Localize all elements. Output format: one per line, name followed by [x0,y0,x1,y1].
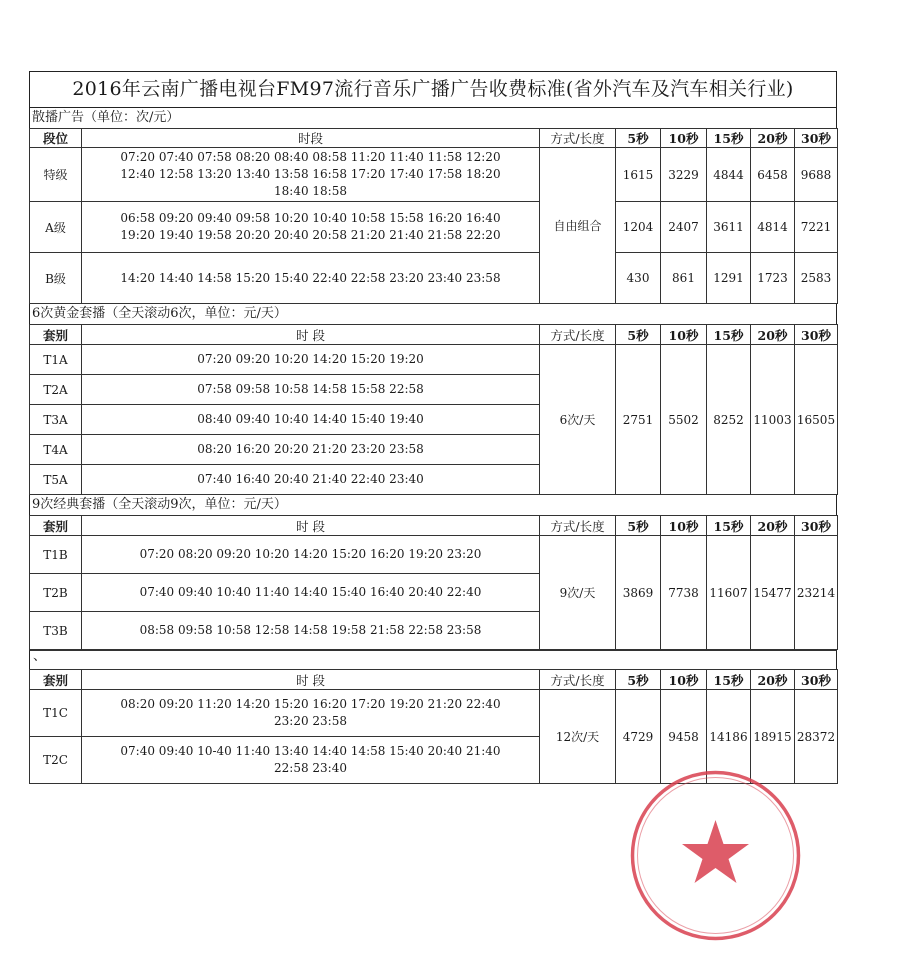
header-cell: 30秒 [795,670,838,690]
method-cell: 6次/天 [540,345,616,495]
package-6x-table [29,324,838,495]
header-cell: 方式/长度 [540,516,616,536]
header-cell: 15秒 [707,516,751,536]
time-slots [82,690,540,737]
price-cell: 7221 [795,202,838,253]
table-row [30,345,838,375]
price-cell: 1204 [616,202,661,253]
price-cell: 4729 [616,690,661,784]
price-cell: 1723 [751,253,795,304]
slot-line: 06:58 09:20 09:40 09:58 10:20 10:40 10:58 15:58 16:20 16:40 [120,211,501,225]
header-cell: 方式/长度 [540,129,616,148]
header-cell: 方式/长度 [540,325,616,345]
price-cell: 28372 [795,690,838,784]
row-label: T2A [30,375,82,405]
header-cell: 套别 [30,670,82,690]
row-label: A级 [30,202,82,253]
star-icon [682,820,749,883]
header-cell: 15秒 [707,670,751,690]
time-slots: 07:20 08:20 09:20 10:20 14:20 15:20 16:20 19:20 23:20 [82,536,540,574]
header-cell: 时 段 [82,516,540,536]
row-label: T3B [30,612,82,650]
price-cell: 16505 [795,345,838,495]
header-cell: 30秒 [795,516,838,536]
header-cell: 10秒 [661,670,707,690]
row-label: B级 [30,253,82,304]
price-cell: 23214 [795,536,838,650]
page-title: 2016年云南广播电视台FM97流行音乐广播广告收费标准(省外汽车及汽车相关行业) [29,71,837,107]
price-cell: 9688 [795,148,838,202]
header-cell: 15秒 [707,325,751,345]
price-cell: 4814 [751,202,795,253]
section-caption-9x-package: 9次经典套播（全天滚动9次，单位：元/天） [29,495,837,515]
price-cell: 11003 [751,345,795,495]
section-caption-spot-ads: 散播广告（单位：次/元） [29,107,837,128]
time-slots: 07:40 16:40 20:40 21:40 22:40 23:40 [82,465,540,495]
table-row [30,253,838,304]
price-cell: 1615 [616,148,661,202]
header-cell: 20秒 [751,325,795,345]
price-cell: 8252 [707,345,751,495]
spot-ads-table [29,128,838,304]
price-cell: 15477 [751,536,795,650]
header-cell: 30秒 [795,325,838,345]
price-cell: 3229 [661,148,707,202]
package-9x-table [29,515,838,650]
slot-line: 08:20 09:20 11:20 14:20 15:20 16:20 17:20 19:20 21:20 22:40 [120,697,501,711]
time-slots [82,253,540,304]
price-cell: 2751 [616,345,661,495]
time-slots: 07:20 09:20 10:20 14:20 15:20 19:20 [82,345,540,375]
time-slots [82,202,540,253]
table-row [30,690,838,737]
header-cell: 时段 [82,129,540,148]
price-cell: 2583 [795,253,838,304]
table-header [30,129,838,148]
slot-line: 23:20 23:58 [274,714,347,728]
row-label: T1C [30,690,82,737]
row-label: T2C [30,737,82,784]
header-cell: 5秒 [616,670,661,690]
header-cell: 5秒 [616,516,661,536]
time-slots [82,148,540,202]
time-slots: 08:58 09:58 10:58 12:58 14:58 19:58 21:58 22:58 23:58 [82,612,540,650]
section-caption-12x-package: 、 [29,650,837,669]
price-cell: 6458 [751,148,795,202]
header-cell: 20秒 [751,129,795,148]
header-cell: 时 段 [82,325,540,345]
row-label: T1A [30,345,82,375]
price-cell: 5502 [661,345,707,495]
price-cell: 9458 [661,690,707,784]
row-label: T5A [30,465,82,495]
header-cell: 15秒 [707,129,751,148]
row-label: 特级 [30,148,82,202]
method-cell: 9次/天 [540,536,616,650]
price-cell: 7738 [661,536,707,650]
table-header [30,325,838,345]
header-cell: 套别 [30,325,82,345]
price-cell: 430 [616,253,661,304]
header-cell: 套别 [30,516,82,536]
price-cell: 2407 [661,202,707,253]
header-cell: 20秒 [751,670,795,690]
package-12x-table [29,669,838,784]
table-header [30,670,838,690]
method-cell: 12次/天 [540,690,616,784]
slot-line: 12:40 12:58 13:20 13:40 13:58 16:58 17:20 17:40 17:58 18:20 [120,167,501,181]
table-header [30,516,838,536]
header-cell: 20秒 [751,516,795,536]
table-row [30,202,838,253]
time-slots: 08:20 16:20 20:20 21:20 23:20 23:58 [82,435,540,465]
slot-line: 18:40 18:58 [274,184,347,198]
slot-line: 19:20 19:40 19:58 20:20 20:40 20:58 21:20 21:40 21:58 22:20 [120,228,501,242]
header-cell: 段位 [30,129,82,148]
price-cell: 3869 [616,536,661,650]
price-cell: 1291 [707,253,751,304]
table-row [30,148,838,202]
price-cell: 861 [661,253,707,304]
slot-line: 14:20 14:40 14:58 15:20 15:40 22:40 22:58 23:20 23:40 23:58 [120,270,501,285]
price-cell: 14186 [707,690,751,784]
time-slots: 07:40 09:40 10:40 11:40 14:40 15:40 16:40 20:40 22:40 [82,574,540,612]
slot-line: 22:58 23:40 [274,761,347,775]
header-cell: 方式/长度 [540,670,616,690]
price-cell: 3611 [707,202,751,253]
time-slots: 07:58 09:58 10:58 14:58 15:58 22:58 [82,375,540,405]
row-label: T2B [30,574,82,612]
header-cell: 10秒 [661,129,707,148]
section-caption-6x-package: 6次黄金套播（全天滚动6次，单位：元/天） [29,304,837,324]
row-label: T3A [30,405,82,435]
table-row [30,536,838,574]
time-slots: 08:40 09:40 10:40 14:40 15:40 19:40 [82,405,540,435]
time-slots [82,737,540,784]
company-seal-stamp [628,768,803,943]
slot-line: 07:20 07:40 07:58 08:20 08:40 08:58 11:20 11:40 11:58 12:20 [120,150,501,164]
header-cell: 时 段 [82,670,540,690]
method-cell: 自由组合 [540,148,616,304]
header-cell: 5秒 [616,325,661,345]
rate-sheet [29,71,837,784]
price-cell: 11607 [707,536,751,650]
header-cell: 10秒 [661,325,707,345]
header-cell: 5秒 [616,129,661,148]
header-cell: 10秒 [661,516,707,536]
price-cell: 18915 [751,690,795,784]
row-label: T4A [30,435,82,465]
row-label: T1B [30,536,82,574]
header-cell: 30秒 [795,129,838,148]
price-cell: 4844 [707,148,751,202]
slot-line: 07:40 09:40 10-40 11:40 13:40 14:40 14:58 15:40 20:40 21:40 [120,744,501,758]
